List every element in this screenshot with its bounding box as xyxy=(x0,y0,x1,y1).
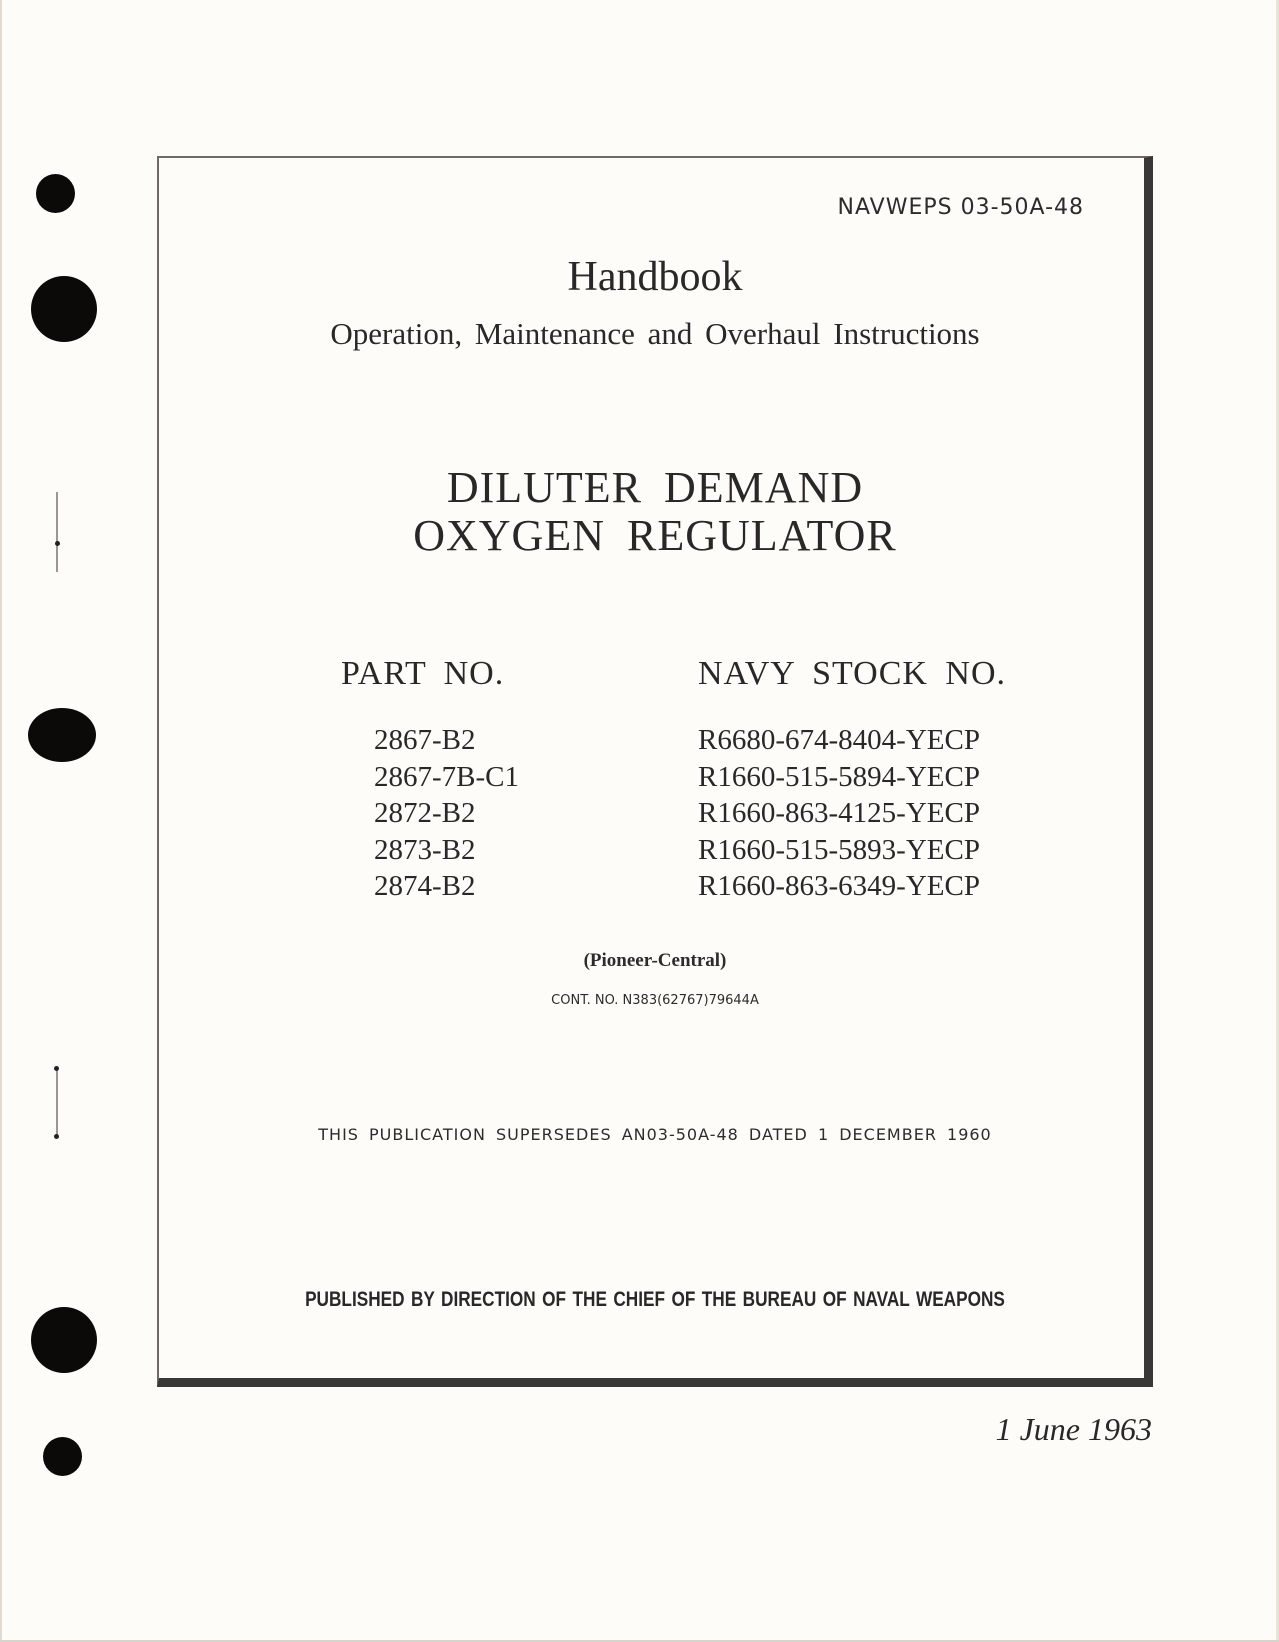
staple-mark xyxy=(54,1134,59,1139)
stock-number: R1660-863-6349-YECP xyxy=(698,870,980,902)
part-number: 2874-B2 xyxy=(374,870,476,902)
part-number: 2873-B2 xyxy=(374,833,476,866)
staple-mark xyxy=(56,492,58,572)
manufacturer: (Pioneer-Central) xyxy=(583,950,727,971)
contract-number: CONT. NO. N383(62767)79644A xyxy=(551,993,759,1008)
document-title-line-2: OXYGEN REGULATOR xyxy=(413,511,897,560)
binder-hole-icon xyxy=(36,174,75,213)
binder-hole-icon xyxy=(31,276,97,342)
binder-hole-icon xyxy=(43,1437,82,1476)
publication-date: 1 June 1963 xyxy=(995,1411,1152,1447)
part-number: 2867-7B-C1 xyxy=(374,760,519,793)
binder-hole-icon xyxy=(28,708,96,762)
document-subtitle: Operation, Maintenance and Overhaul Instructions xyxy=(330,316,980,351)
stock-number-list xyxy=(698,722,980,905)
supersedes-notice: THIS PUBLICATION SUPERSEDES AN03-50A-48 DATED 1 DECEMBER 1960 xyxy=(318,1125,992,1144)
staple-mark xyxy=(56,1067,58,1135)
document-heading: Handbook xyxy=(567,254,743,300)
stock-number: R1660-515-5893-YECP xyxy=(698,833,980,866)
document-number: NAVWEPS 03-50A-48 xyxy=(837,195,1084,220)
binder-hole-icon xyxy=(31,1307,97,1373)
stock-number: R1660-863-4125-YECP xyxy=(698,797,980,829)
part-number: 2872-B2 xyxy=(374,797,476,829)
stock-number: R1660-515-5894-YECP xyxy=(698,760,980,793)
staple-mark xyxy=(55,541,60,546)
document-title-line-1: DILUTER DEMAND xyxy=(446,463,864,512)
part-no-header: PART NO. xyxy=(341,655,505,692)
stock-no-header: NAVY STOCK NO. xyxy=(698,655,1007,692)
page-edge-left xyxy=(0,0,2,1642)
part-number: 2867-B2 xyxy=(374,724,476,756)
stock-number: R6680-674-8404-YECP xyxy=(698,724,980,756)
staple-mark xyxy=(54,1066,59,1071)
publisher-notice: PUBLISHED BY DIRECTION OF THE CHIEF OF THE BUREAU OF NAVAL WEAPONS xyxy=(305,1288,1005,1311)
part-number-list xyxy=(374,722,519,905)
